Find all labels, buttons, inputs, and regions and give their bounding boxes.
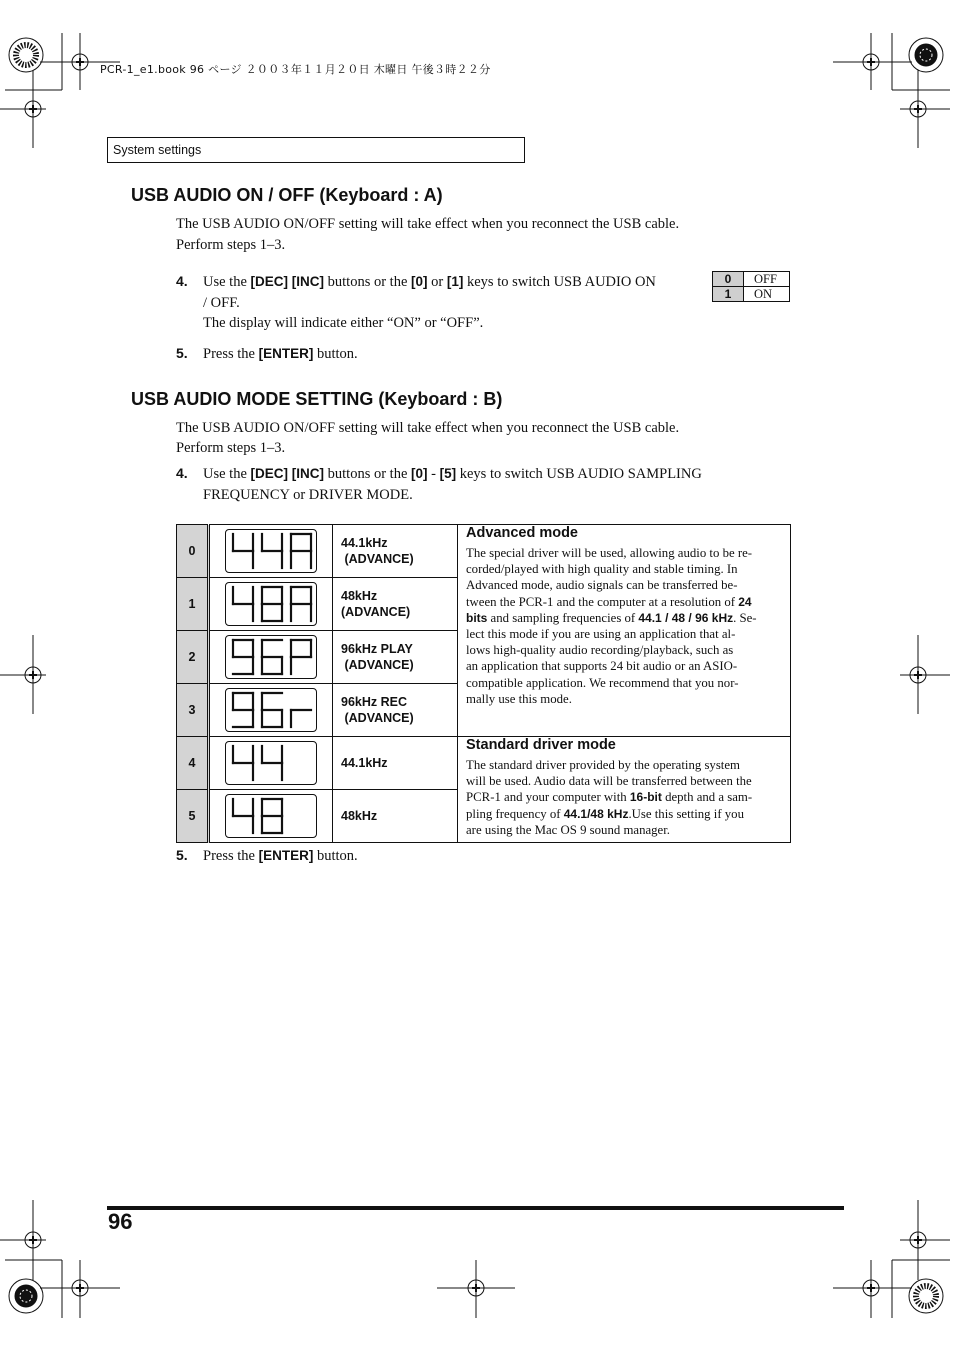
step-number: 4.	[176, 465, 188, 481]
frequency-label: 96kHz PLAY	[341, 642, 413, 656]
lcd-digits	[226, 742, 315, 783]
lcd-display-cell	[209, 578, 333, 631]
usb-on-off-step4-line2: / OFF.	[203, 295, 240, 311]
print-header: PCR-1_e1.book 96 ページ ２００３年１１月２０日 木曜日 午後３時２２分	[100, 63, 491, 76]
usb-on-off-intro-2: Perform steps 1–3.	[176, 237, 286, 253]
frequency-cell	[333, 790, 458, 843]
usb-mode-table	[176, 524, 791, 843]
usb-on-off-step4-line3: The display will indicate either “ON” or “OFF”.	[203, 315, 484, 331]
frequency-label: 44.1kHz	[341, 536, 388, 550]
lcd-digits	[226, 689, 315, 730]
advanced-mode-text: The special driver will be used, allowing audio to be re- corded/played with high quality and stable timing. In Advanced mode, audio signals can be transferred be- tween the PCR-1 and the computer at a resolution of 24 bits and sampling frequencies of 44.1 / 48 / 96 kHz. Se- lect this mode if you are using an application that al- lows high-quality audio recording/playback, such as an application that supports 24 bit audio or an ASIO- compatible application. We recommend that you nor- mally use this mode.	[466, 546, 757, 706]
frequency-cell	[333, 737, 458, 790]
lcd-digit	[262, 534, 282, 568]
lcd-digit	[291, 587, 311, 621]
usb-on-off-intro-1: The USB AUDIO ON/OFF setting will take effect when you reconnect the USB cable.	[176, 216, 680, 232]
section-label: System settings	[113, 143, 202, 157]
advanced-mode-cell	[458, 525, 791, 737]
lcd-display-cell	[209, 737, 333, 790]
lcd-digits	[226, 795, 315, 836]
table-row	[177, 737, 791, 790]
standard-mode-heading: Standard driver mode	[466, 737, 616, 753]
lcd-digit	[291, 640, 311, 674]
usb-mode-title: USB AUDIO MODE SETTING (Keyboard : B)	[131, 389, 503, 409]
usb-mode-step4-line1: Use the [DEC] [INC] buttons or the [0] - [5] keys to switch USB AUDIO SAMPLING	[203, 466, 702, 482]
mode-label: (ADVANCE)	[341, 552, 414, 566]
lcd-digit	[233, 534, 253, 568]
lcd-digit	[262, 799, 282, 833]
table-row	[713, 287, 790, 302]
footer-rule	[107, 1206, 844, 1210]
lcd-digit	[291, 710, 311, 727]
standard-mode-cell	[458, 737, 791, 843]
lcd-digit	[262, 746, 282, 780]
lcd-display	[225, 582, 317, 626]
usb-on-off-title: USB AUDIO ON / OFF (Keyboard : A)	[131, 185, 443, 205]
lcd-display	[225, 794, 317, 838]
usb-mode-intro-1: The USB AUDIO ON/OFF setting will take effect when you reconnect the USB cable.	[176, 420, 680, 436]
lcd-display-cell	[209, 790, 333, 843]
step-number: 4.	[176, 273, 188, 289]
mode-label: (ADVANCE)	[341, 605, 411, 619]
usb-on-off-step5: Press the [ENTER] button.	[203, 346, 358, 362]
lcd-display-cell	[209, 525, 333, 578]
lcd-digits	[226, 530, 315, 571]
lcd-digits	[226, 636, 315, 677]
lcd-digit	[233, 587, 253, 621]
lcd-display-cell	[209, 684, 333, 737]
lcd-display	[225, 688, 317, 732]
standard-mode-text: The standard driver provided by the operating system will be used. Audio data will be transferred between the PCR-1 and your computer with 16-bit depth and a sam- pling frequency of 44.1/48 kHz.Use this setting if you are using the Mac OS 9 sound manager.	[466, 758, 753, 837]
advanced-mode-heading: Advanced mode	[466, 525, 578, 541]
lcd-display	[225, 741, 317, 785]
usb-mode-step5: Press the [ENTER] button.	[203, 848, 358, 864]
lcd-display	[225, 529, 317, 573]
key-cell: 3	[177, 684, 209, 737]
lcd-display-cell	[209, 631, 333, 684]
frequency-label: 44.1kHz	[341, 756, 388, 770]
frequency-cell	[333, 578, 458, 631]
usb-mode-intro-2: Perform steps 1–3.	[176, 440, 286, 456]
lcd-digit	[233, 640, 253, 674]
mode-label: (ADVANCE)	[341, 711, 414, 725]
frequency-cell	[333, 684, 458, 737]
table-row	[713, 272, 790, 287]
usb-on-off-step4-line1: Use the [DEC] [INC] buttons or the [0] or [1] keys to switch USB AUDIO ON	[203, 274, 656, 290]
key-cell: 0	[713, 272, 744, 287]
lcd-digit	[233, 693, 253, 727]
frequency-label: 96kHz REC	[341, 695, 407, 709]
section-label-box	[107, 137, 525, 163]
value-cell: ON	[744, 287, 790, 302]
table-row	[177, 525, 791, 578]
lcd-digit	[233, 799, 253, 833]
usb-mode-step4-line2: FREQUENCY or DRIVER MODE.	[203, 487, 413, 503]
lcd-digit	[262, 587, 282, 621]
mode-label: (ADVANCE)	[341, 658, 414, 672]
key-cell: 5	[177, 790, 209, 843]
frequency-cell	[333, 631, 458, 684]
on-off-key-table	[712, 271, 790, 302]
key-cell: 0	[177, 525, 209, 578]
lcd-digit	[262, 693, 282, 727]
lcd-digits	[226, 583, 315, 624]
step-number: 5.	[176, 847, 188, 863]
key-cell: 1	[177, 578, 209, 631]
lcd-display	[225, 635, 317, 679]
frequency-label: 48kHz	[341, 589, 378, 603]
lcd-digit	[291, 534, 311, 568]
value-cell: OFF	[744, 272, 790, 287]
step-number: 5.	[176, 345, 188, 361]
key-cell: 2	[177, 631, 209, 684]
lcd-digit	[233, 746, 253, 780]
key-cell: 1	[713, 287, 744, 302]
frequency-cell	[333, 525, 458, 578]
key-cell: 4	[177, 737, 209, 790]
frequency-label: 48kHz	[341, 809, 378, 823]
lcd-digit	[262, 640, 282, 674]
page-number: 96	[108, 1209, 133, 1234]
